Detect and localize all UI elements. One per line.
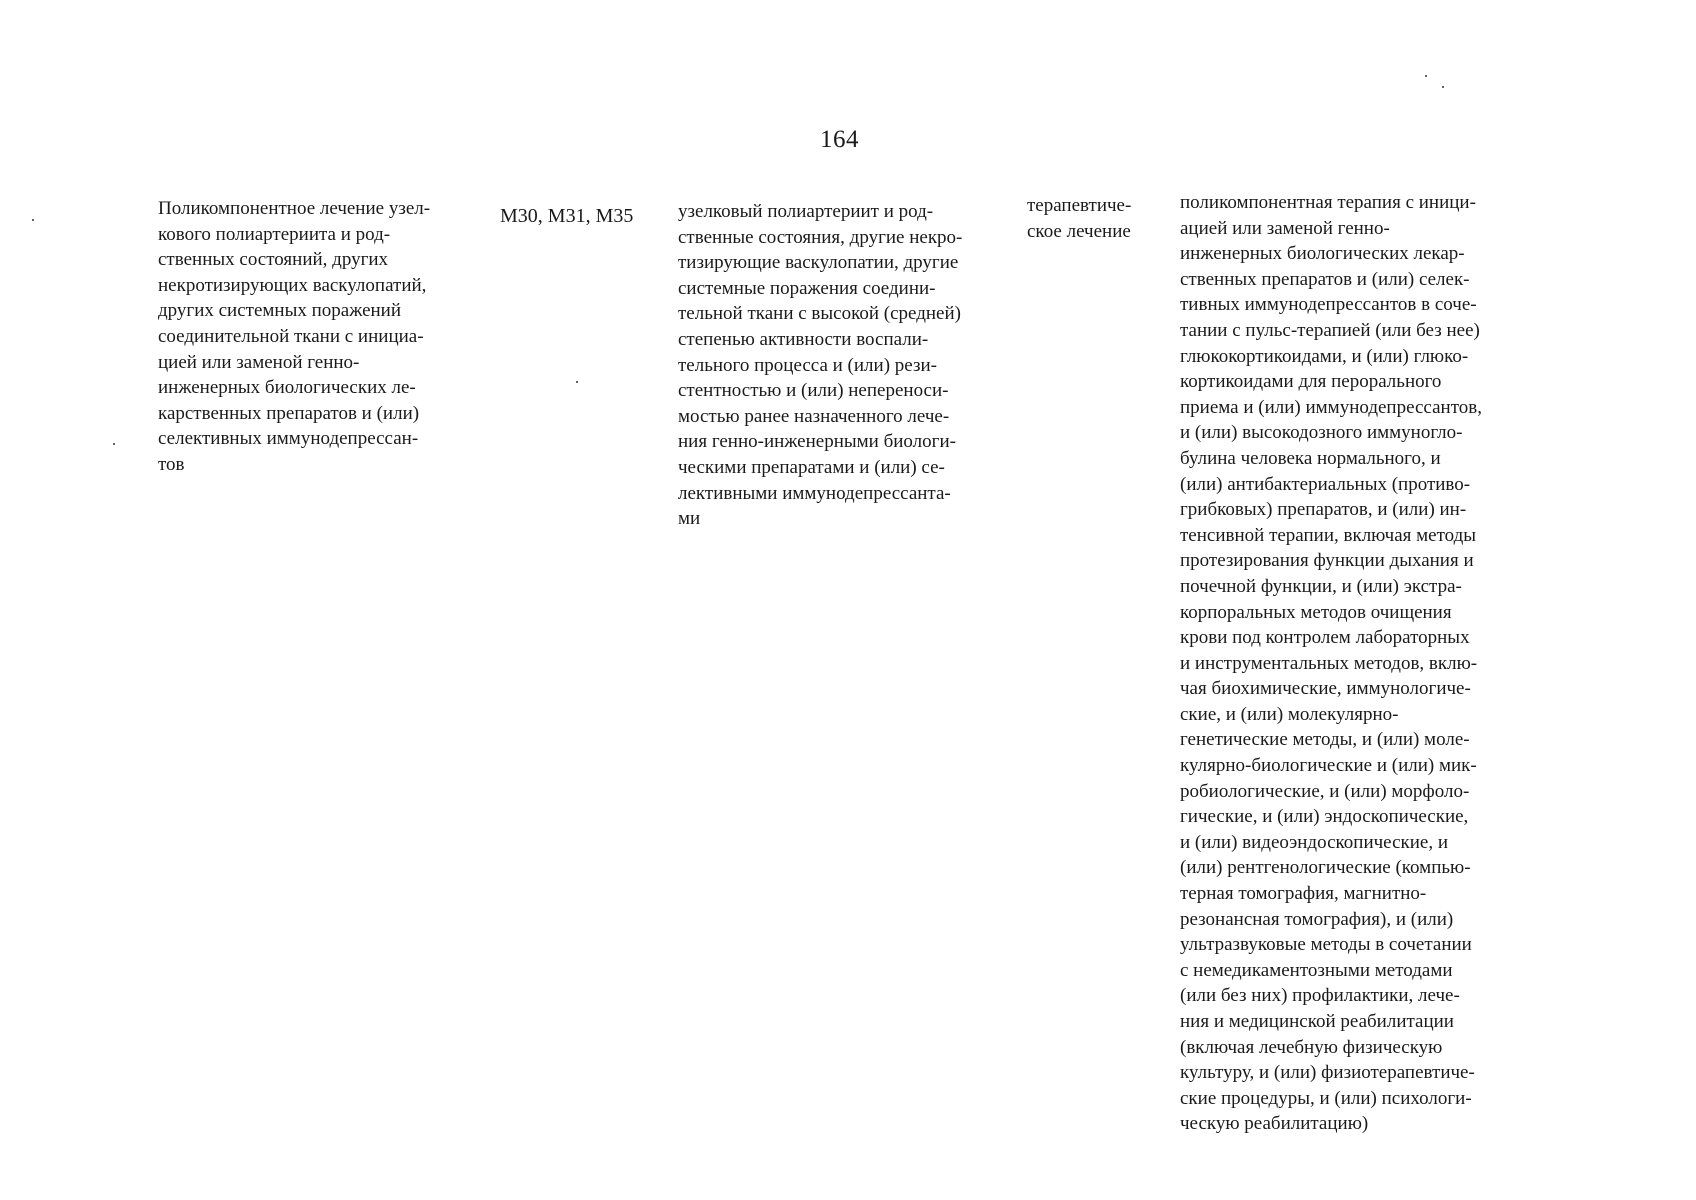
text-line: робиологические, и (или) морфоло- xyxy=(1180,780,1470,802)
icd-codes-cell xyxy=(500,204,633,230)
text-line: лективными иммунодепрессанта- xyxy=(678,482,951,504)
patient-model-cell xyxy=(678,199,962,532)
text-line: ацией или заменой генно- xyxy=(1180,217,1390,239)
text-line: корпоральных методов очищения xyxy=(1180,601,1452,623)
text-line: (или) антибактериальных (противо- xyxy=(1180,473,1471,495)
text-line: с немедикаментозными методами xyxy=(1180,959,1453,981)
text-line: (или без них) профилактики, лече- xyxy=(1180,985,1460,1007)
scan-speck xyxy=(32,219,34,221)
text-line: ческими препаратами и (или) се- xyxy=(678,456,945,478)
text-line: резонансная томография), и (или) xyxy=(1180,908,1454,930)
page-number: 164 xyxy=(820,126,859,153)
text-line: степенью активности воспали- xyxy=(678,328,929,350)
text-line: и (или) видеоэндоскопические, и xyxy=(1180,831,1449,853)
text-line: мостью ранее назначенного лече- xyxy=(678,405,950,427)
text-line: тивных иммунодепрессантов в соче- xyxy=(1180,294,1477,316)
text-line: крови под контролем лабораторных xyxy=(1180,627,1470,649)
text-line: ми xyxy=(678,508,701,530)
text-line: ственных состояний, других xyxy=(158,249,389,271)
text-line: кулярно-биологические и (или) мик- xyxy=(1180,755,1477,777)
text-line: ское лечение xyxy=(1027,220,1131,242)
text-line: ческую реабилитацию) xyxy=(1180,1113,1369,1135)
text-line: некротизирующих васкулопатий, xyxy=(158,274,427,296)
text-line: ультразвуковые методы в сочетании xyxy=(1180,934,1472,956)
text-line: стентностью и (или) непереноси- xyxy=(678,380,949,402)
text-line: кового полиартериита и род- xyxy=(158,223,391,245)
text-line: ские процедуры, и (или) психологи- xyxy=(1180,1087,1472,1109)
scan-speck xyxy=(1442,86,1444,88)
scan-speck xyxy=(1425,75,1427,77)
text-line: терная томография, магнитно- xyxy=(1180,883,1427,905)
text-line: (включая лечебную физическую xyxy=(1180,1036,1443,1058)
icd-codes: M30, M31, M35 xyxy=(500,205,634,227)
text-line: культуру, и (или) физиотерапевтиче- xyxy=(1180,1062,1475,1084)
text-line: ния генно-инженерными биологи- xyxy=(678,431,956,453)
text-line: приема и (или) иммунодепрессантов, xyxy=(1180,396,1482,418)
text-line: Поликомпонентное лечение узел- xyxy=(158,198,431,219)
text-line: тизирующие васкулопатии, другие xyxy=(678,252,959,274)
treatment-name-cell xyxy=(158,196,430,478)
text-line: глюкокортикоидами, и (или) глюко- xyxy=(1180,345,1469,367)
text-line: протезирования функции дыхания и xyxy=(1180,550,1474,572)
text-line: ния и медицинской реабилитации xyxy=(1180,1011,1454,1032)
text-line: селективных иммунодепрессан- xyxy=(158,428,419,450)
text-line: инженерных биологических ле- xyxy=(158,377,416,399)
text-line: чая биохимические, иммунологиче- xyxy=(1180,678,1471,700)
scan-speck xyxy=(113,443,115,445)
text-line: других системных поражений xyxy=(158,300,402,322)
text-line: и (или) высокодозного иммуногло- xyxy=(1180,422,1463,444)
text-line: узелковый полиартериит и род- xyxy=(678,201,934,222)
text-line: тов xyxy=(158,453,185,475)
text-line: почечной функции, и (или) экстра- xyxy=(1180,575,1462,597)
treatment-method-cell xyxy=(1180,190,1482,1137)
text-line: грибковых) препаратов, и (или) ин- xyxy=(1180,499,1467,521)
text-line: кортикоидами для перорального xyxy=(1180,371,1442,393)
text-line: поликомпонентная терапия с иници- xyxy=(1180,192,1476,213)
text-line: тельного процесса и (или) рези- xyxy=(678,354,937,376)
text-line: системные поражения соедини- xyxy=(678,277,936,299)
text-line: инженерных биологических лекар- xyxy=(1180,243,1465,265)
text-line: и инструментальных методов, вклю- xyxy=(1180,652,1478,674)
text-line: булина человека нормального, и xyxy=(1180,447,1441,469)
text-line: тании с пульс-терапией (или без нее) xyxy=(1180,319,1480,341)
text-line: цией или заменой генно- xyxy=(158,351,360,373)
text-line: терапевтиче- xyxy=(1027,195,1132,216)
text-line: карственных препаратов и (или) xyxy=(158,402,420,424)
text-line: соединительной ткани с инициа- xyxy=(158,325,424,347)
text-line: тенсивной терапии, включая методы xyxy=(1180,524,1477,546)
treatment-type-cell xyxy=(1027,193,1131,244)
text-line: ские, и (или) молекулярно- xyxy=(1180,703,1399,725)
text-line: гические, и (или) эндоскопические, xyxy=(1180,806,1469,828)
scan-speck xyxy=(576,381,578,383)
text-line: ственные состояния, другие некро- xyxy=(678,226,963,248)
text-line: ственных препаратов и (или) селек- xyxy=(1180,268,1470,290)
text-line: тельной ткани с высокой (средней) xyxy=(678,303,961,325)
text-line: (или) рентгенологические (компью- xyxy=(1180,857,1471,879)
text-line: генетические методы, и (или) моле- xyxy=(1180,729,1470,751)
